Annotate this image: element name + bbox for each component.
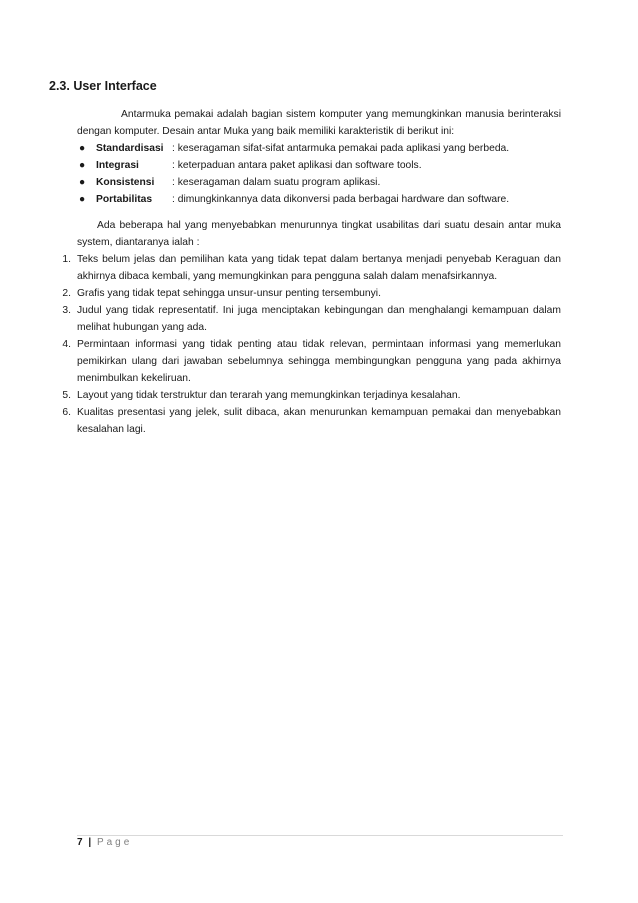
characteristics-list	[77, 140, 561, 208]
term-description: : keseragaman dalam suatu program aplikasi.	[172, 177, 381, 188]
item-number: 1.	[62, 254, 71, 265]
item-number: 6.	[62, 407, 71, 418]
list-item-konsistensi	[77, 174, 561, 191]
bullet-icon: ●	[79, 160, 86, 171]
item-number: 5.	[62, 390, 71, 401]
term: Standardisasi	[96, 143, 164, 154]
page-label: Page	[96, 837, 133, 848]
item-text: Judul yang tidak representatif. Ini juga menciptakan kebingungan dan menghalangi kemampuan dalam melihat hubungan yang ada.	[77, 305, 561, 333]
bullet-icon: ●	[79, 177, 86, 188]
list-item-integrasi	[77, 157, 561, 174]
causes-list	[62, 251, 561, 438]
term: Portabilitas	[96, 194, 153, 205]
page-number: 7	[77, 837, 83, 848]
item-number: 2.	[62, 288, 71, 299]
term: Konsistensi	[96, 177, 155, 188]
intro-paragraph: Antarmuka pemakai adalah bagian sistem komputer yang memungkinkan manusia berinteraksi dengan komputer. Desain antar Muka yang baik memiliki karakteristik di berikut ini:	[77, 109, 561, 137]
list-item	[62, 404, 561, 438]
item-text: Permintaan informasi yang tidak penting atau tidak relevan, permintaan informasi yang memerlukan pemikirkan ulang dari jawaban sebelumnya sehingga membingungkan pengguna yang pada akhirnya menimbulkan kekeliruan.	[77, 339, 561, 384]
list-item	[62, 251, 561, 285]
page-footer	[77, 837, 132, 848]
term-description: : keseragaman sifat-sifat antarmuka pemakai pada aplikasi yang berbeda.	[172, 143, 510, 154]
item-number: 4.	[62, 339, 71, 350]
list-item	[62, 302, 561, 336]
list-item	[62, 387, 561, 404]
bullet-icon: ●	[79, 194, 86, 205]
item-text: Grafis yang tidak tepat sehingga unsur-unsur penting tersembunyi.	[77, 288, 381, 299]
item-text: Layout yang tidak terstruktur dan terarah yang memungkinkan terjadinya kesalahan.	[77, 390, 461, 401]
causes-intro-paragraph: Ada beberapa hal yang menyebabkan menurunnya tingkat usabilitas dari suatu desain antar muka system, diantaranya ialah :	[77, 220, 561, 248]
item-text: Teks belum jelas dan pemilihan kata yang tidak tepat dalam bertanya menjadi penyebab Keraguan dan akhirnya dibaca kembali, yang memungkinkan para pengguna salah dalam menafsirkannya.	[77, 254, 561, 282]
list-item	[62, 336, 561, 387]
section-body	[62, 106, 561, 438]
footer-divider	[77, 835, 563, 836]
section-title: 2.3. User Interface	[49, 79, 157, 93]
list-item-standardisasi	[77, 140, 561, 157]
bullet-icon: ●	[79, 143, 86, 154]
term-description: : keterpaduan antara paket aplikasi dan software tools.	[172, 160, 422, 171]
term: Integrasi	[96, 160, 139, 171]
list-item	[62, 285, 561, 302]
spacer	[77, 208, 561, 217]
list-item-portabilitas	[77, 191, 561, 208]
footer-separator: |	[88, 837, 92, 848]
item-text: Kualitas presentasi yang jelek, sulit dibaca, akan menurunkan kemampuan pemakai dan menyebabkan kesalahan lagi.	[77, 407, 561, 435]
term-description: : dimungkinkannya data dikonversi pada berbagai hardware dan software.	[172, 194, 510, 205]
item-number: 3.	[62, 305, 71, 316]
